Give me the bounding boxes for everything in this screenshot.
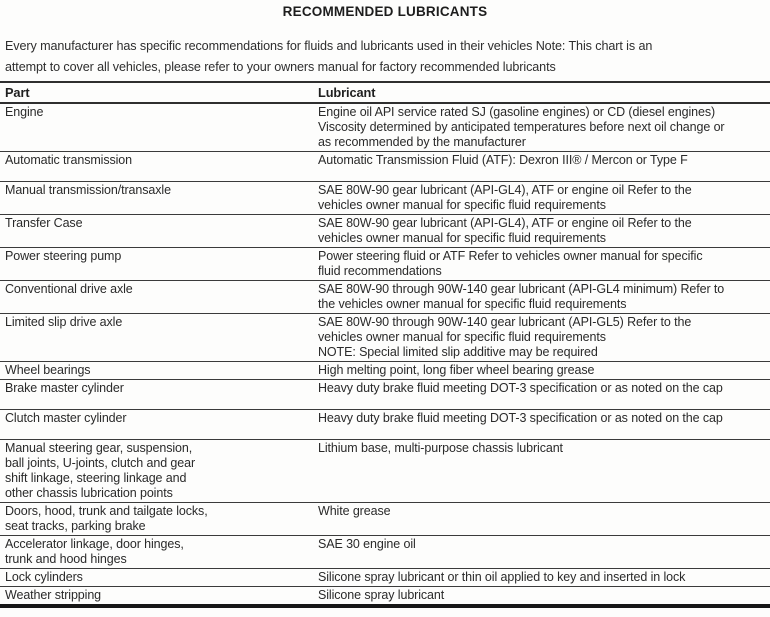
text-line: Lock cylinders	[5, 570, 83, 584]
part-cell	[0, 380, 313, 410]
intro-line-2: attempt to cover all vehicles, please refer to your owners manual for factory recommended lubricants	[5, 60, 556, 74]
lubricants-table	[0, 81, 770, 608]
lubricant-cell	[313, 152, 770, 182]
text-line: High melting point, long fiber wheel bearing grease	[318, 363, 595, 377]
text-line: Brake master cylinder	[5, 381, 124, 395]
table-row	[0, 281, 770, 314]
text-line: Conventional drive axle	[5, 282, 133, 296]
text-line: Automatic transmission	[5, 153, 133, 167]
text-line: the vehicles owner manual for specific fluid requirements	[318, 297, 627, 311]
text-line: vehicles owner manual for specific fluid requirements	[318, 231, 606, 245]
table-row	[0, 380, 770, 410]
text-line: Automatic Transmission Fluid (ATF): Dexron III® / Mercon or Type F	[318, 153, 688, 167]
part-cell	[0, 569, 313, 587]
text-line: Manual steering gear, suspension,	[5, 441, 193, 455]
table-header	[0, 82, 770, 103]
text-line: Accelerator linkage, door hinges,	[5, 537, 184, 551]
part-cell	[0, 440, 313, 503]
text-line: Silicone spray lubricant	[318, 588, 445, 602]
text-line: Engine	[5, 105, 44, 119]
table-row	[0, 440, 770, 503]
table-row	[0, 410, 770, 440]
text-line: White grease	[318, 504, 391, 518]
table-row	[0, 103, 770, 152]
lubricant-cell	[313, 410, 770, 440]
header-cell-lubricant: Lubricant	[313, 82, 770, 103]
text-line: Silicone spray lubricant or thin oil applied to key and inserted in lock	[318, 570, 686, 584]
text-line: Viscosity determined by anticipated temperatures before next oil change or	[318, 120, 725, 134]
part-cell	[0, 103, 313, 152]
intro-line-1: Every manufacturer has specific recommendations for fluids and lubricants used in their vehicles Note: This chart is an	[5, 39, 653, 53]
table-row	[0, 362, 770, 380]
part-cell	[0, 362, 313, 380]
text-line: NOTE: Special limited slip additive may be required	[318, 345, 598, 359]
lubricant-cell	[313, 362, 770, 380]
lubricant-cell	[313, 587, 770, 607]
part-cell	[0, 152, 313, 182]
part-cell	[0, 410, 313, 440]
lubricant-cell	[313, 536, 770, 569]
text-line: SAE 80W-90 through 90W-140 gear lubricant (API-GL4 minimum) Refer to	[318, 282, 725, 296]
lubricant-cell	[313, 440, 770, 503]
text-line: vehicles owner manual for specific fluid requirements	[318, 198, 606, 212]
text-line: Clutch master cylinder	[5, 411, 127, 425]
table-row	[0, 587, 770, 607]
header-row	[0, 82, 770, 103]
lubricant-cell	[313, 248, 770, 281]
part-cell	[0, 215, 313, 248]
text-line: SAE 80W-90 through 90W-140 gear lubricant (API-GL5) Refer to the	[318, 315, 692, 329]
lubricant-cell	[313, 314, 770, 362]
text-line: Lithium base, multi-purpose chassis lubricant	[318, 441, 563, 455]
text-line: ball joints, U-joints, clutch and gear	[5, 456, 196, 470]
lubricants-table-body	[0, 103, 770, 606]
text-line: Heavy duty brake fluid meeting DOT-3 specification or as noted on the cap	[318, 381, 723, 395]
lubricant-cell	[313, 380, 770, 410]
table-row	[0, 503, 770, 536]
text-line: Engine oil API service rated SJ (gasoline engines) or CD (diesel engines)	[318, 105, 716, 119]
part-cell	[0, 536, 313, 569]
part-cell	[0, 587, 313, 607]
part-cell	[0, 182, 313, 215]
lubricant-cell	[313, 103, 770, 152]
text-line: Limited slip drive axle	[5, 315, 123, 329]
table-row	[0, 152, 770, 182]
text-line: SAE 30 engine oil	[318, 537, 416, 551]
table-row	[0, 182, 770, 215]
header-cell-part: Part	[0, 82, 313, 103]
text-line: trunk and hood hinges	[5, 552, 127, 566]
lubricant-cell	[313, 215, 770, 248]
part-cell	[0, 503, 313, 536]
text-line: shift linkage, steering linkage and	[5, 471, 187, 485]
lubricant-cell	[313, 182, 770, 215]
text-line: Heavy duty brake fluid meeting DOT-3 specification or as noted on the cap	[318, 411, 723, 425]
text-line: vehicles owner manual for specific fluid requirements	[318, 330, 606, 344]
lubricant-cell	[313, 503, 770, 536]
lubricant-cell	[313, 281, 770, 314]
text-line: fluid recommendations	[318, 264, 442, 278]
text-line: Wheel bearings	[5, 363, 91, 377]
text-line: as recommended by the manufacturer	[318, 135, 526, 149]
table-row	[0, 536, 770, 569]
text-line: seat tracks, parking brake	[5, 519, 146, 533]
text-line: Doors, hood, trunk and tailgate locks,	[5, 504, 208, 518]
intro-paragraph	[5, 36, 766, 78]
text-line: SAE 80W-90 gear lubricant (API-GL4), ATF or engine oil Refer to the	[318, 216, 692, 230]
text-line: Power steering pump	[5, 249, 122, 263]
table-row	[0, 248, 770, 281]
part-cell	[0, 281, 313, 314]
table-row	[0, 215, 770, 248]
text-line: Power steering fluid or ATF Refer to vehicles owner manual for specific	[318, 249, 703, 263]
text-line: Transfer Case	[5, 216, 83, 230]
part-cell	[0, 314, 313, 362]
page-title: RECOMMENDED LUBRICANTS	[282, 4, 488, 19]
table-row	[0, 314, 770, 362]
text-line: SAE 80W-90 gear lubricant (API-GL4), ATF or engine oil Refer to the	[318, 183, 692, 197]
part-cell	[0, 248, 313, 281]
text-line: other chassis lubrication points	[5, 486, 173, 500]
table-row	[0, 569, 770, 587]
lubricant-cell	[313, 569, 770, 587]
text-line: Weather stripping	[5, 588, 102, 602]
text-line: Manual transmission/transaxle	[5, 183, 171, 197]
